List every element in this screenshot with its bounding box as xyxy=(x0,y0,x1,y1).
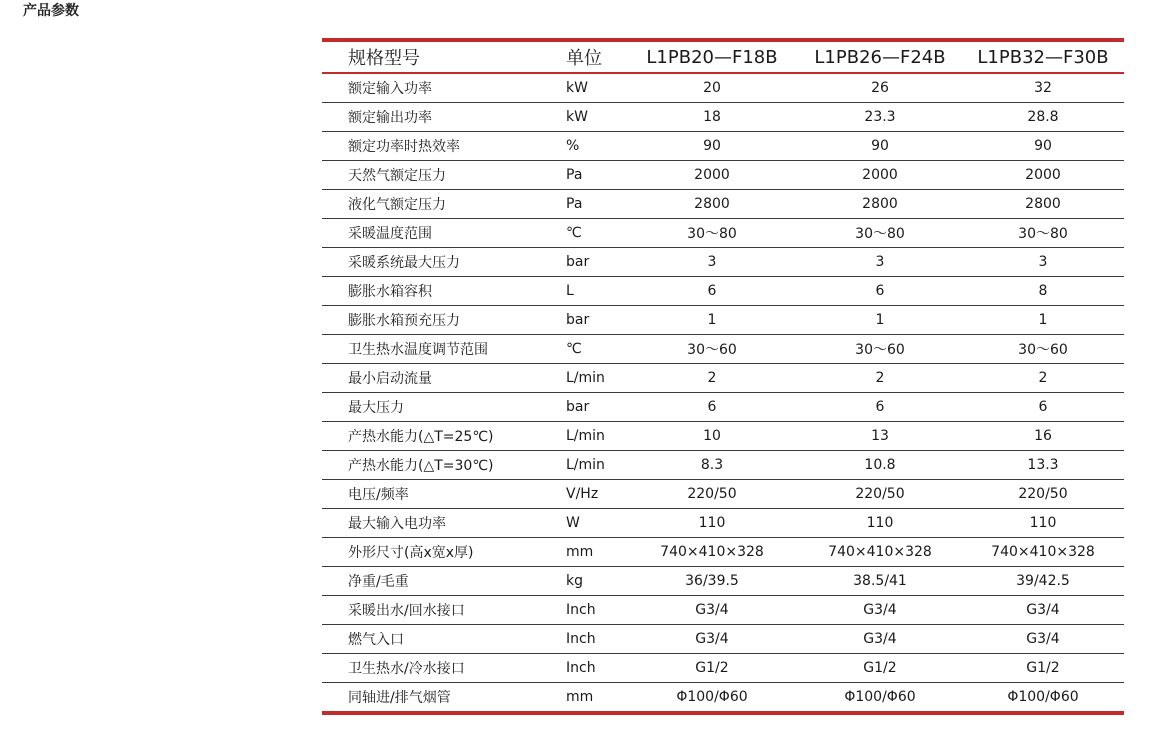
cell-model-1: 2 xyxy=(707,370,717,386)
header-spec-name: 规格型号 xyxy=(348,48,420,69)
cell-unit: Inch xyxy=(566,602,596,618)
cell-unit: kW xyxy=(566,80,588,96)
cell-model-1: Φ100/Φ60 xyxy=(676,689,748,705)
table-row xyxy=(322,335,1124,364)
cell-model-1: 1 xyxy=(707,312,717,328)
cell-model-2: 6 xyxy=(875,283,885,299)
table-row xyxy=(322,451,1124,480)
cell-model-1: 2000 xyxy=(694,167,730,183)
table-row xyxy=(322,625,1124,654)
table-row xyxy=(322,654,1124,683)
table-row xyxy=(322,393,1124,422)
cell-model-2: 23.3 xyxy=(864,109,896,125)
cell-model-2: 30～80 xyxy=(855,226,905,242)
page-title: 产品参数 xyxy=(23,3,79,19)
cell-unit: kW xyxy=(566,109,588,125)
cell-unit: mm xyxy=(566,544,594,560)
cell-model-2: 13 xyxy=(871,428,889,444)
cell-model-2: G1/2 xyxy=(863,660,897,676)
table-row xyxy=(322,567,1124,596)
cell-unit: bar xyxy=(566,312,590,328)
cell-spec-name: 膨胀水箱预充压力 xyxy=(348,313,460,329)
cell-spec-name: 液化气额定压力 xyxy=(348,197,446,213)
table-row xyxy=(322,480,1124,509)
cell-spec-name: 净重/毛重 xyxy=(348,574,409,590)
cell-unit: mm xyxy=(566,689,594,705)
cell-model-3: 90 xyxy=(1034,138,1052,154)
cell-model-1: 10 xyxy=(703,428,721,444)
cell-model-1: 18 xyxy=(703,109,721,125)
table-row xyxy=(322,73,1124,103)
cell-model-2: 2 xyxy=(875,370,885,386)
table-row xyxy=(322,248,1124,277)
cell-model-1: G3/4 xyxy=(695,631,729,647)
cell-spec-name: 最大压力 xyxy=(348,400,404,416)
cell-spec-name: 额定输入功率 xyxy=(348,81,432,97)
cell-spec-name: 膨胀水箱容积 xyxy=(348,284,432,300)
cell-model-3: G3/4 xyxy=(1026,602,1060,618)
cell-model-2: G3/4 xyxy=(863,631,897,647)
cell-spec-name: 最大输入电功率 xyxy=(348,516,446,532)
cell-spec-name: 采暖出水/回水接口 xyxy=(348,603,465,619)
table-row xyxy=(322,683,1124,714)
cell-model-1: G3/4 xyxy=(695,602,729,618)
cell-model-2: 90 xyxy=(871,138,889,154)
cell-model-3: 39/42.5 xyxy=(1016,573,1070,589)
cell-model-3: 2 xyxy=(1038,370,1048,386)
cell-unit: bar xyxy=(566,254,590,270)
cell-unit: L/min xyxy=(566,370,605,386)
cell-model-3: 8 xyxy=(1038,283,1048,299)
cell-model-3: Φ100/Φ60 xyxy=(1007,689,1079,705)
cell-unit: Pa xyxy=(566,167,583,183)
cell-model-1: 3 xyxy=(707,254,717,270)
cell-model-3: 28.8 xyxy=(1027,109,1059,125)
cell-spec-name: 采暖系统最大压力 xyxy=(348,255,460,271)
table-row xyxy=(322,422,1124,451)
cell-model-2: 2800 xyxy=(862,196,898,212)
cell-model-2: 2000 xyxy=(862,167,898,183)
cell-unit: % xyxy=(566,138,580,154)
cell-model-3: 2000 xyxy=(1025,167,1061,183)
cell-model-3: 13.3 xyxy=(1027,457,1059,473)
table-row xyxy=(322,277,1124,306)
cell-unit: L/min xyxy=(566,428,605,444)
cell-model-3: 30～60 xyxy=(1018,342,1068,358)
table-body xyxy=(322,73,1124,713)
cell-model-1: 740×410×328 xyxy=(660,544,764,560)
cell-model-1: 220/50 xyxy=(687,486,737,502)
cell-spec-name: 燃气入口 xyxy=(348,632,404,648)
table-row xyxy=(322,219,1124,248)
cell-spec-name: 产热水能力(△T=30℃) xyxy=(348,458,494,474)
cell-model-2: 6 xyxy=(875,399,885,415)
cell-model-2: 10.8 xyxy=(864,457,896,473)
cell-unit: L/min xyxy=(566,457,605,473)
cell-model-3: 220/50 xyxy=(1018,486,1068,502)
cell-unit: W xyxy=(566,515,580,531)
header-unit: 单位 xyxy=(566,48,602,69)
header-model-3: L1PB32—F30B xyxy=(977,46,1109,68)
table-row xyxy=(322,538,1124,567)
cell-unit: ℃ xyxy=(566,225,582,241)
cell-model-2: Φ100/Φ60 xyxy=(844,689,916,705)
cell-model-3: 6 xyxy=(1038,399,1048,415)
cell-unit: Inch xyxy=(566,660,596,676)
table-row xyxy=(322,161,1124,190)
cell-spec-name: 最小启动流量 xyxy=(348,371,432,387)
header-model-1: L1PB20—F18B xyxy=(646,46,778,68)
cell-spec-name: 卫生热水温度调节范围 xyxy=(348,342,488,358)
cell-model-3: 16 xyxy=(1034,428,1052,444)
cell-unit: L xyxy=(566,283,574,299)
cell-model-2: 26 xyxy=(871,80,889,96)
cell-model-3: 3 xyxy=(1038,254,1048,270)
table-row xyxy=(322,364,1124,393)
cell-model-1: 2800 xyxy=(694,196,730,212)
cell-model-2: 3 xyxy=(875,254,885,270)
table-row xyxy=(322,190,1124,219)
cell-unit: ℃ xyxy=(566,341,582,357)
cell-model-1: G1/2 xyxy=(695,660,729,676)
cell-unit: bar xyxy=(566,399,590,415)
cell-spec-name: 天然气额定压力 xyxy=(348,168,446,184)
cell-spec-name: 额定功率时热效率 xyxy=(348,139,460,155)
cell-unit: V/Hz xyxy=(566,486,599,502)
cell-unit: Inch xyxy=(566,631,596,647)
cell-model-1: 36/39.5 xyxy=(685,573,739,589)
table-row xyxy=(322,509,1124,538)
table-header-row xyxy=(322,40,1124,73)
cell-model-3: 1 xyxy=(1038,312,1048,328)
cell-spec-name: 产热水能力(△T=25℃) xyxy=(348,429,494,445)
cell-model-1: 20 xyxy=(703,80,721,96)
cell-model-1: 8.3 xyxy=(700,457,724,473)
cell-model-1: 30～60 xyxy=(687,342,737,358)
table-row xyxy=(322,306,1124,335)
cell-model-2: 220/50 xyxy=(855,486,905,502)
spec-table xyxy=(322,38,1124,715)
cell-model-2: 38.5/41 xyxy=(853,573,907,589)
cell-model-2: 740×410×328 xyxy=(828,544,932,560)
cell-model-3: 2800 xyxy=(1025,196,1061,212)
cell-unit: Pa xyxy=(566,196,583,212)
cell-model-3: 32 xyxy=(1034,80,1052,96)
cell-model-3: G1/2 xyxy=(1026,660,1060,676)
cell-model-2: 110 xyxy=(866,515,894,531)
cell-spec-name: 同轴进/排气烟管 xyxy=(348,690,451,706)
cell-model-1: 110 xyxy=(698,515,726,531)
cell-model-3: 740×410×328 xyxy=(991,544,1095,560)
cell-model-2: 30～60 xyxy=(855,342,905,358)
cell-model-3: G3/4 xyxy=(1026,631,1060,647)
cell-model-3: 110 xyxy=(1029,515,1057,531)
table-row xyxy=(322,103,1124,132)
cell-model-1: 6 xyxy=(707,399,717,415)
cell-spec-name: 外形尺寸(高x宽x厚) xyxy=(348,545,474,561)
header-model-2: L1PB26—F24B xyxy=(814,46,946,68)
cell-spec-name: 卫生热水/冷水接口 xyxy=(348,661,465,677)
cell-model-3: 30～80 xyxy=(1018,226,1068,242)
cell-model-1: 90 xyxy=(703,138,721,154)
table-row xyxy=(322,596,1124,625)
cell-spec-name: 采暖温度范围 xyxy=(348,226,432,242)
cell-model-2: G3/4 xyxy=(863,602,897,618)
cell-unit: kg xyxy=(566,573,583,589)
table-row xyxy=(322,132,1124,161)
cell-spec-name: 额定输出功率 xyxy=(348,110,432,126)
cell-model-2: 1 xyxy=(875,312,885,328)
cell-model-1: 6 xyxy=(707,283,717,299)
cell-spec-name: 电压/频率 xyxy=(348,487,409,503)
cell-model-1: 30～80 xyxy=(687,226,737,242)
